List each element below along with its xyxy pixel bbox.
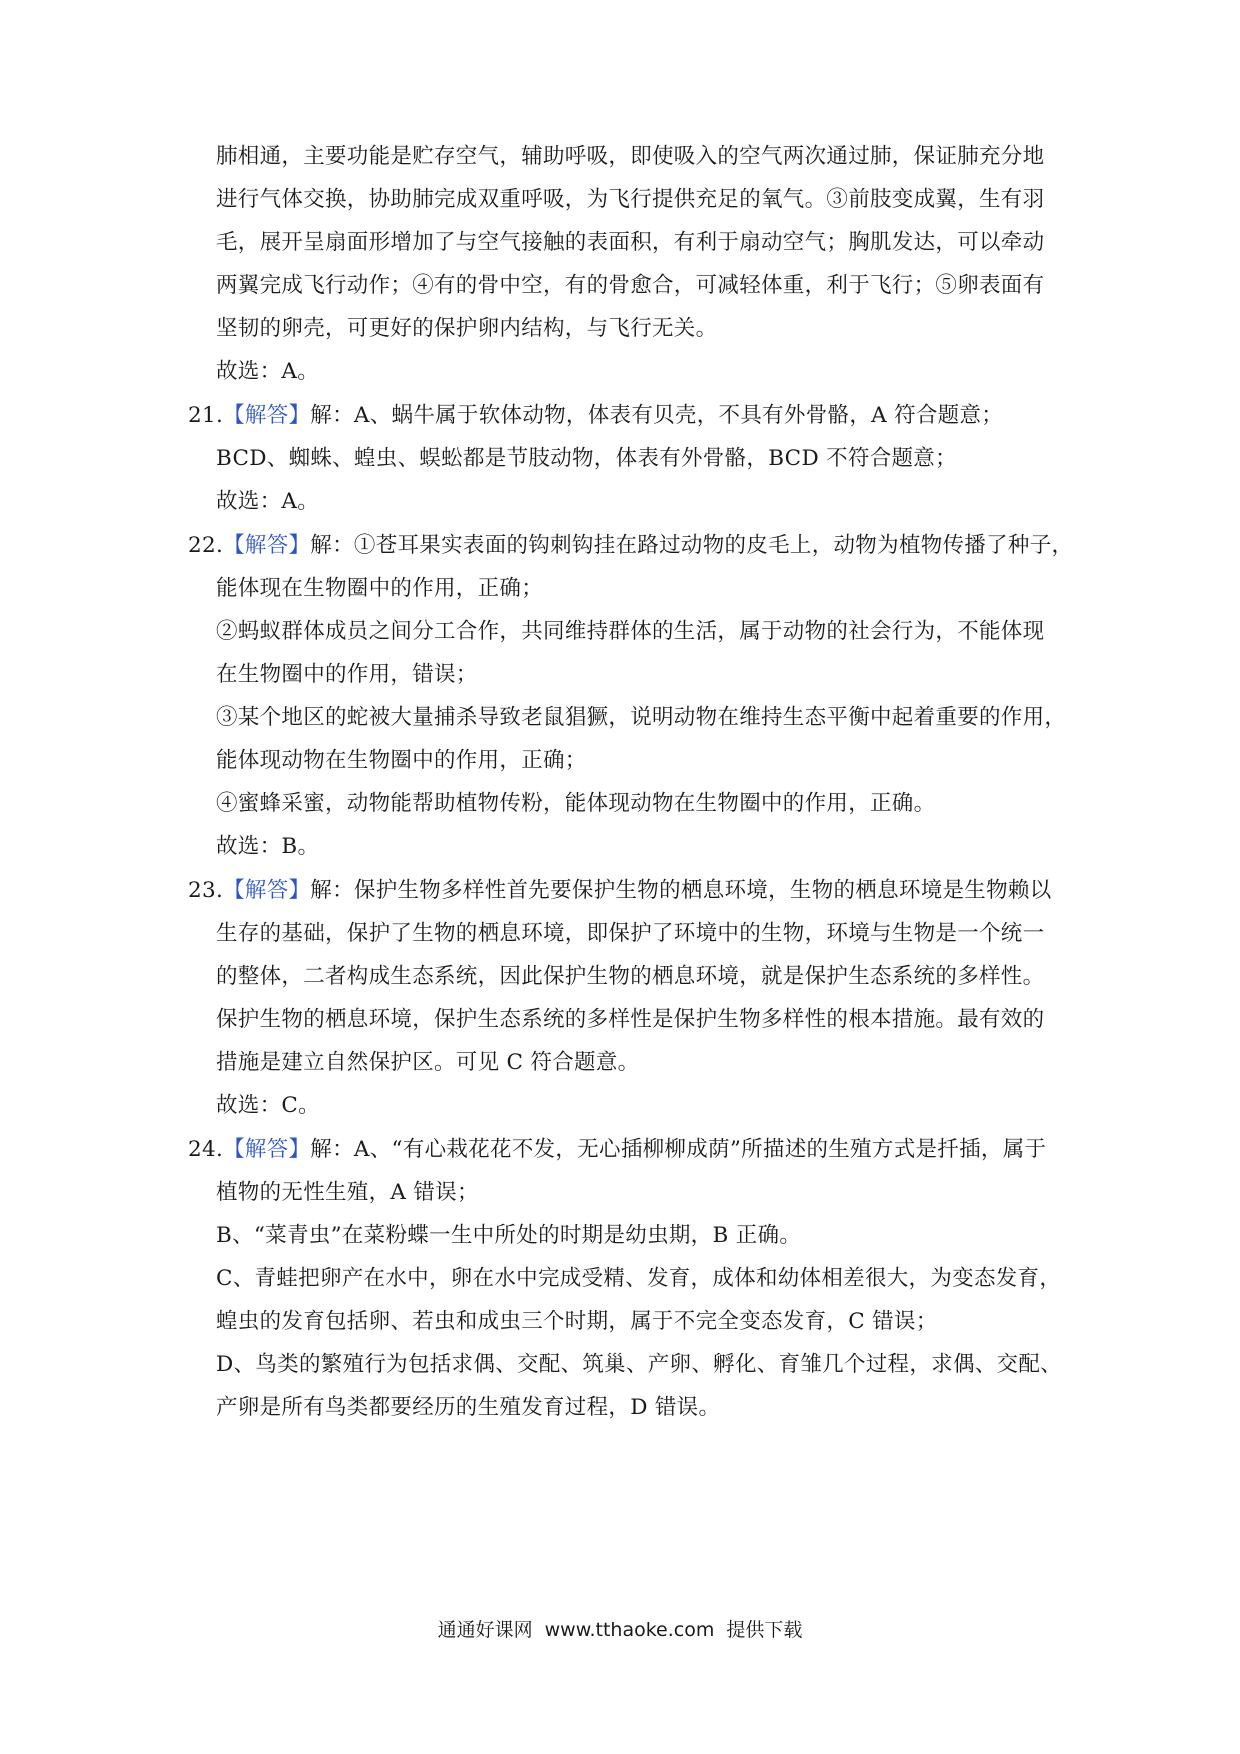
text-line xyxy=(216,1048,639,1078)
line-text: ③某个地区的蛇被大量捕杀导致老鼠猖獗，说明动物在维持生态平衡中起着重要的作用， xyxy=(216,705,1067,730)
line-text: 能体现在生物圈中的作用，正确； xyxy=(216,576,544,601)
question-number: 24. xyxy=(188,1137,224,1162)
text-line xyxy=(216,1350,1062,1380)
line-text: 能体现动物在生物圈中的作用，正确； xyxy=(216,748,587,773)
line-text: 坚韧的卵壳，可更好的保护卵内结构，与飞行无关。 xyxy=(216,316,718,341)
text-line xyxy=(216,919,1044,949)
line-text: 故选：A。 xyxy=(216,489,320,514)
question-number: 23. xyxy=(188,878,224,903)
footer-note: 提供下载 xyxy=(726,1619,803,1641)
line-text: 解：A、蜗牛属于软体动物，体表有贝壳，不具有外骨骼，A 符合题意； xyxy=(310,403,1004,428)
line-text: D、鸟类的繁殖行为包括求偶、交配、筑巢、产卵、孵化、育雏几个过程，求偶、交配、 xyxy=(216,1352,1062,1377)
text-line xyxy=(216,487,319,517)
line-text: 进行气体交换，协助肺完成双重呼吸，为飞行提供充足的氧气。③前肢变成翼，生有羽 xyxy=(216,187,1045,212)
line-text: 植物的无性生殖，A 错误； xyxy=(216,1180,479,1205)
line-text: 产卵是所有鸟类都要经历的生殖发育过程，D 错误。 xyxy=(216,1395,721,1420)
line-text: ④蜜蜂采蜜，动物能帮助植物传粉，能体现动物在生物圈中的作用，正确。 xyxy=(216,791,936,816)
question-line xyxy=(188,876,1052,906)
line-text: 肺相通，主要功能是贮存空气，辅助呼吸，即使吸入的空气两次通过肺，保证肺充分地 xyxy=(216,144,1045,169)
text-line xyxy=(216,962,1044,992)
answer-tag: 【解答】 xyxy=(223,533,311,558)
text-line xyxy=(216,1091,320,1121)
text-line xyxy=(216,703,1066,733)
answer-tag: 【解答】 xyxy=(223,878,311,903)
line-text: 生存的基础，保护了生物的栖息环境，即保护了环境中的生物，环境与生物是一个统一 xyxy=(216,921,1045,946)
line-text: 两翼完成飞行动作；④有的骨中空，有的骨愈合，可减轻体重，利于飞行；⑤卵表面有 xyxy=(216,273,1045,298)
text-line xyxy=(216,357,319,387)
line-text: 故选：A。 xyxy=(216,359,320,384)
line-text: C、青蛙把卵产在水中，卵在水中完成受精、发育，成体和幼体相差很大，为变态发育， xyxy=(216,1266,1062,1291)
question-line xyxy=(188,1135,1046,1165)
text-line xyxy=(216,444,957,474)
line-text: 故选：C。 xyxy=(216,1093,320,1118)
line-text: BCD、蜘蛛、蝗虫、蜈蚣都是节肢动物，体表有外骨骼，BCD 不符合题意； xyxy=(216,446,957,471)
text-line xyxy=(216,185,1044,215)
line-text: 故选：B。 xyxy=(216,834,320,859)
question-number: 22. xyxy=(188,533,224,558)
text-line xyxy=(216,314,717,344)
text-line xyxy=(216,1264,1061,1294)
footer-site-name: 通通好课网 xyxy=(437,1619,533,1641)
text-line xyxy=(216,142,1044,172)
text-line xyxy=(216,789,935,819)
text-line xyxy=(216,1393,720,1423)
answer-tag: 【解答】 xyxy=(223,403,311,428)
line-text: ②蚂蚁群体成员之间分工合作，共同维持群体的生活，属于动物的社会行为，不能体现 xyxy=(216,619,1045,644)
text-line xyxy=(216,1178,479,1208)
question-line xyxy=(188,401,1003,431)
page-footer xyxy=(0,1618,1240,1642)
text-line xyxy=(216,617,1044,647)
question-number: 21. xyxy=(188,403,224,428)
question-line xyxy=(188,531,1073,561)
line-text: 蝗虫的发育包括卵、若虫和成虫三个时期，属于不完全变态发育，C 错误； xyxy=(216,1309,938,1334)
line-text: 解：A、“有心栽花花不发，无心插柳柳成荫”所描述的生殖方式是扦插，属于 xyxy=(310,1137,1047,1162)
line-text: 解：①苍耳果实表面的钩刺钩挂在路过动物的皮毛上，动物为植物传播了种子， xyxy=(310,533,1074,558)
line-text: 的整体，二者构成生态系统，因此保护生物的栖息环境，就是保护生态系统的多样性。 xyxy=(216,964,1045,989)
text-line xyxy=(216,746,587,776)
text-line xyxy=(216,228,1044,258)
line-text: 解：保护生物多样性首先要保护生物的栖息环境，生物的栖息环境是生物赖以 xyxy=(310,878,1052,903)
line-text: B、“菜青虫”在菜粉蝶一生中所处的时期是幼虫期，B 正确。 xyxy=(216,1223,802,1248)
answer-tag: 【解答】 xyxy=(223,1137,311,1162)
line-text: 毛，展开呈扇面形增加了与空气接触的表面积，有利于扇动空气；胸肌发达，可以牵动 xyxy=(216,230,1045,255)
text-line xyxy=(216,660,478,690)
text-line xyxy=(216,574,543,604)
text-line xyxy=(216,271,1044,301)
line-text: 在生物圈中的作用，错误； xyxy=(216,662,478,687)
text-line xyxy=(216,1221,801,1251)
footer-url[interactable]: www.tthaoke.com xyxy=(544,1619,715,1641)
text-line xyxy=(216,1307,938,1337)
line-text: 措施是建立自然保护区。可见 C 符合题意。 xyxy=(216,1050,640,1075)
line-text: 保护生物的栖息环境，保护生态系统的多样性是保护生物多样性的根本措施。最有效的 xyxy=(216,1007,1045,1032)
text-line xyxy=(216,832,319,862)
text-line xyxy=(216,1005,1044,1035)
